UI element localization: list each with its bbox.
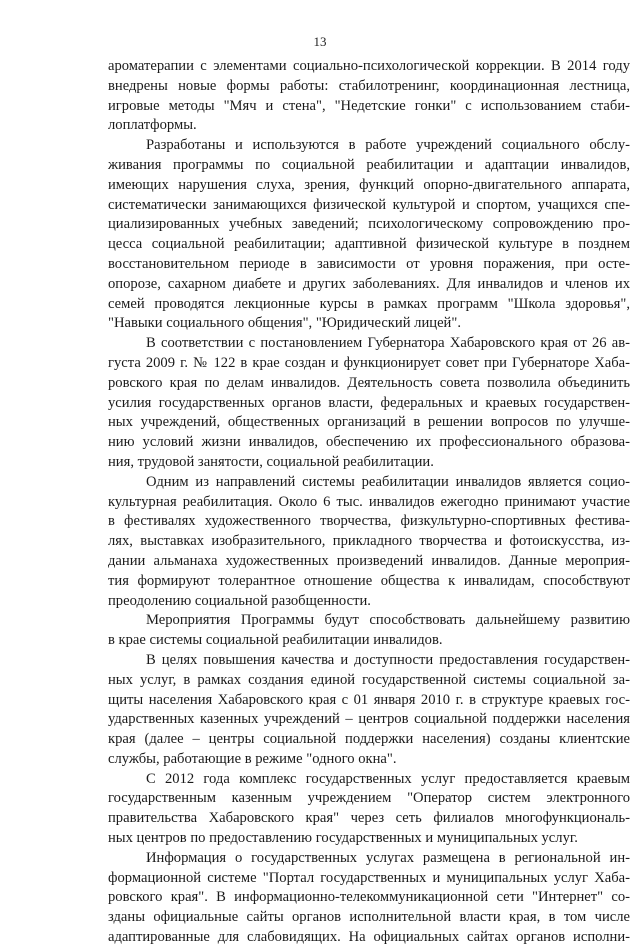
text-line: густа 2009 г. № 122 в крае создан и функционирует совет при Губернаторе Хаба-: [108, 354, 630, 371]
text-line: щиты населения Хабаровского края с 01 января 2010 г. в структуре краевых гос-: [108, 691, 630, 708]
text-line: лях, выставках изобразительного, прикладного творчества и фотоискусства, из-: [108, 533, 630, 550]
text-line: адаптированные для слабовидящих. На официальных сайтах органов исполни-: [108, 929, 630, 946]
text-line: внедрены новые формы работы: стабилотренинг, координационная лестница,: [108, 77, 630, 94]
text-line: В целях повышения качества и доступности предоставления государствен-: [146, 651, 630, 668]
text-line: циализированных учебных заведений; психологическому сопровождению про-: [108, 216, 630, 233]
text-line: живания программы по социальной реабилитации и адаптации инвалидов,: [108, 156, 630, 173]
text-line: Одним из направлений системы реабилитации инвалидов является социо-: [146, 473, 630, 490]
text-line: ния, трудовой занятости, социальной реабилитации.: [108, 453, 434, 470]
text-line: тия формируют толерантное отношение общества к инвалидам, способствуют: [108, 572, 630, 589]
page-number: 13: [313, 34, 327, 49]
text-line: Мероприятия Программы будут способствовать дальнейшему развитию: [146, 612, 630, 629]
text-line: культурная реабилитация. Около 6 тыс. инвалидов ежегодно принимают участие: [108, 493, 630, 510]
text-line: формационной системе "Портал государственных и муниципальных услуг Хаба-: [108, 869, 630, 886]
text-line: лоплатформы.: [108, 117, 197, 134]
text-line: службы, работающие в режиме "одного окна".: [108, 750, 397, 767]
text-line: опорозе, сахарном диабете и других заболеваниях. Для инвалидов и членов их: [108, 275, 630, 292]
text-line: восстановительном периоде в зависимости от уровня поражения, при осте-: [108, 255, 630, 272]
text-line: ных учреждений, общественных организаций в решении вопросов по улучше-: [108, 414, 630, 431]
text-line: цесса социальной реабилитации; адаптивной физической культуре в позднем: [108, 236, 630, 253]
text-line: имеющих нарушения слуха, зрения, функций опорно-двигательного аппарата,: [108, 176, 630, 193]
text-line: ных услуг, в рамках создания единой государственной системы социальной за-: [108, 671, 630, 688]
text-line: усилия государственных органов власти, федеральных и краевых государствен-: [108, 394, 630, 411]
text-line: семей проводятся лекционные курсы в рамках программ "Школа здоровья",: [108, 295, 630, 312]
body-text: [108, 57, 630, 948]
text-line: Информация о государственных услугах размещена в региональной ин-: [146, 849, 630, 866]
text-line: ных центров по предоставлению государственных и муниципальных услуг.: [108, 830, 578, 847]
text-line: В соответствии с постановлением Губернатора Хабаровского края от 26 ав-: [146, 335, 630, 352]
text-line: в крае системы социальной реабилитации инвалидов.: [108, 632, 443, 649]
text-line: ударственных казенных учреждений – центров социальной поддержки населения: [108, 711, 630, 728]
text-line: дании альманаха художественных произведений инвалидов. Данные мероприя-: [108, 552, 630, 569]
text-line: С 2012 года комплекс государственных услуг предоставляется краевым: [146, 770, 630, 787]
text-line: Разработаны и используются в работе учреждений социального обслу-: [146, 137, 630, 154]
text-line: "Навыки социального общения", "Юридический лицей".: [108, 315, 461, 332]
text-line: преодолению социальной разобщенности.: [108, 592, 371, 609]
text-line: в фестивалях художественного творчества, физкультурно-спортивных фестива-: [108, 513, 630, 530]
text-line: края (далее – центры социальной поддержки населения) созданы клиентские: [108, 731, 630, 748]
text-line: систематически занимающихся физической культурой и спортом, учащихся спе-: [108, 196, 630, 213]
text-line: ровского края по делам инвалидов. Деятельность совета позволила объединить: [108, 374, 630, 391]
text-line: правительства Хабаровского края" через сеть филиалов многофункциональ-: [108, 810, 630, 827]
text-line: зданы официальные сайты органов исполнительной власти края, в том числе: [108, 909, 630, 926]
text-line: нию условий жизни инвалидов, обеспечению их профессионального образова-: [108, 434, 630, 451]
text-line: государственным казенным учреждением "Оператор систем электронного: [108, 790, 630, 807]
text-line: ровского края". В информационно-телекоммуникационной сети "Интернет" со-: [108, 889, 630, 906]
text-line: ароматерапии с элементами социально-психологической коррекции. В 2014 году: [108, 58, 630, 74]
text-line: игровые методы "Мяч и стена", "Недетские гонки" с использованием стаби-: [108, 97, 630, 114]
